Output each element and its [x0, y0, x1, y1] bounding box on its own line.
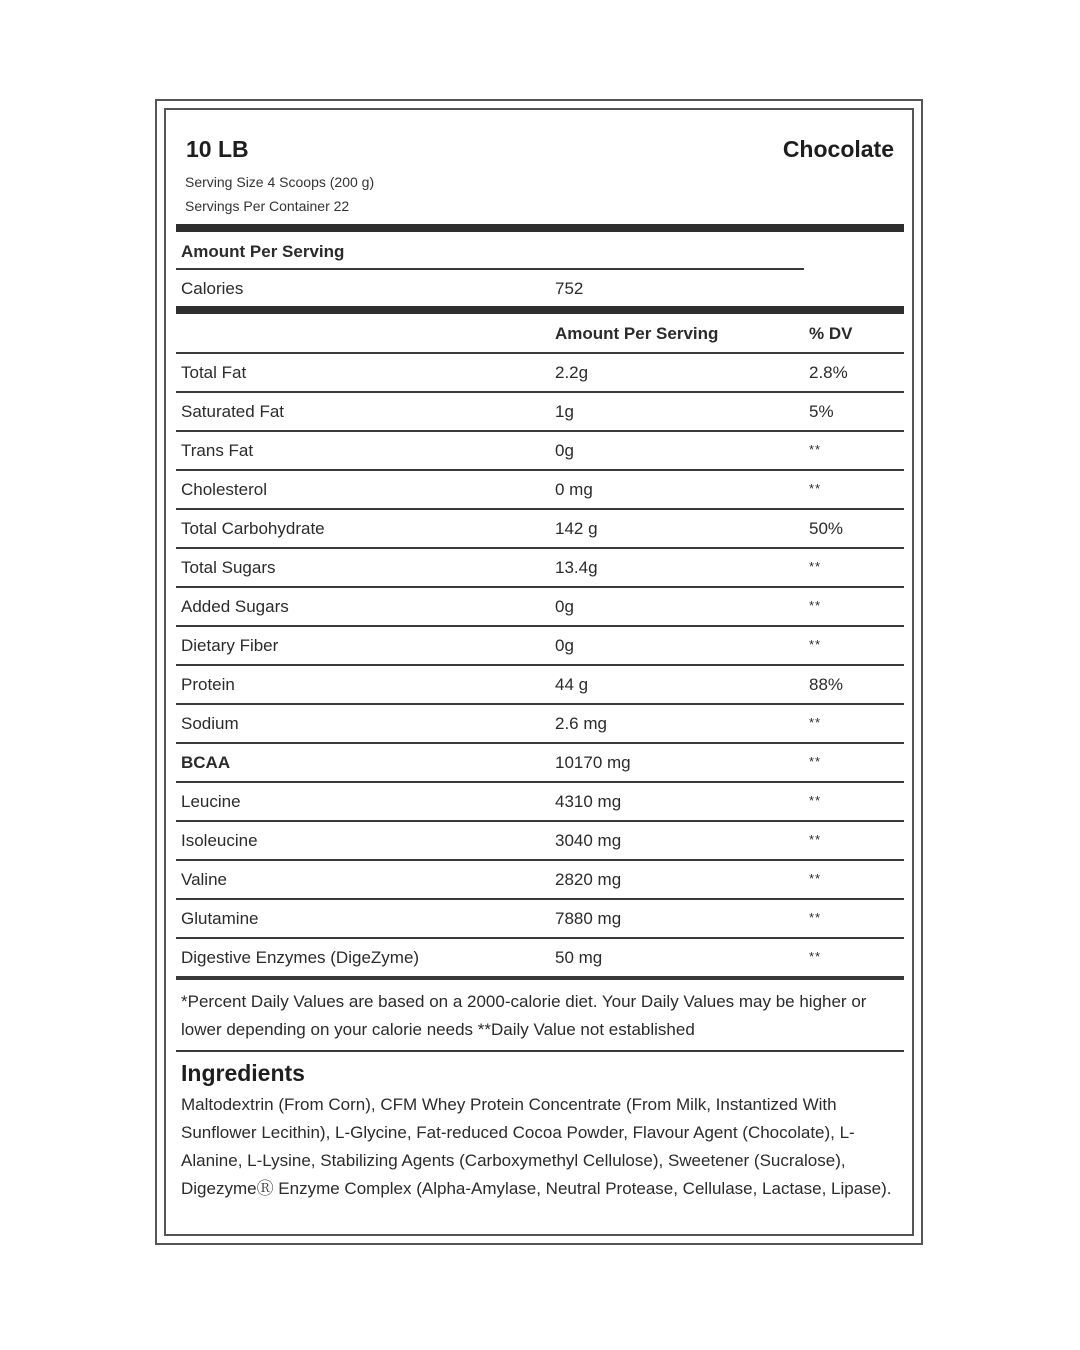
nutrient-dv: **: [809, 559, 822, 574]
nutrient-name: Total Fat: [181, 363, 247, 382]
nutrient-name: BCAA: [181, 753, 231, 772]
nutrient-row: [176, 861, 904, 900]
column-headings: [176, 314, 904, 354]
nutrient-name: Total Sugars: [181, 558, 276, 577]
ingredients-title: Ingredients: [181, 1060, 305, 1086]
nutrient-amount: 0 mg: [555, 480, 593, 499]
nutrient-amount: 1g: [555, 402, 574, 421]
nutrient-row: [176, 783, 904, 822]
nutrient-dv: 88%: [809, 675, 844, 694]
nutrient-row: [176, 939, 904, 980]
label-header: [176, 110, 904, 170]
nutrient-amount: 2.2g: [555, 363, 589, 382]
serving-size: Serving Size 4 Scoops (200 g): [185, 174, 375, 190]
product-size: 10 LB: [186, 136, 249, 162]
amount-per-serving-heading: Amount Per Serving: [181, 242, 345, 261]
nutrient-row: [176, 588, 904, 627]
nutrient-dv: **: [809, 637, 822, 652]
nutrient-dv: 50%: [809, 519, 844, 538]
nutrient-dv: **: [809, 442, 822, 457]
ingredients-text: Maltodextrin (From Corn), CFM Whey Protein Concentrate (From Milk, Instantized With Sunflower Lecithin), L-Glycine, Fat-reduced Cocoa Powder, Flavour Agent (Chocolate), L-Alanine, L-Lysine, Stabilizing Agents (Carboxymethyl Cellulose), Sweetener (Sucralose), DigezymeⓇ Enzyme Complex (Alpha-Amylase, Neutral Protease, Cellulase, Lactase, Lipase).: [181, 1095, 892, 1198]
nutrient-name: Dietary Fiber: [181, 636, 279, 655]
nutrient-name: Leucine: [181, 792, 241, 811]
nutrient-dv: **: [809, 793, 822, 808]
nutrient-amount: 2820 mg: [555, 870, 622, 889]
nutrient-amount: 0g: [555, 636, 574, 655]
nutrient-row: [176, 705, 904, 744]
calories-row: [176, 270, 904, 306]
nutrient-name: Isoleucine: [181, 831, 258, 850]
nutrient-amount: 10170 mg: [555, 753, 631, 772]
nutrient-name: Cholesterol: [181, 480, 267, 499]
nutrient-dv: **: [809, 871, 822, 886]
nutrient-name: Added Sugars: [181, 597, 289, 616]
servings-per-container: Servings Per Container 22: [185, 198, 350, 214]
nutrient-amount: 2.6 mg: [555, 714, 607, 733]
nutrient-dv: 2.8%: [809, 363, 848, 382]
divider-thick: [176, 306, 904, 314]
nutrient-dv: **: [809, 598, 822, 613]
nutrient-amount: 3040 mg: [555, 831, 622, 850]
nutrient-name: Total Carbohydrate: [181, 519, 325, 538]
calories-value: 752: [555, 279, 584, 298]
nutrient-name: Sodium: [181, 714, 239, 733]
nutrient-amount: 13.4g: [555, 558, 598, 577]
nutrient-row: [176, 393, 904, 432]
nutrient-row: [176, 354, 904, 393]
nutrient-name: Digestive Enzymes (DigeZyme): [181, 948, 420, 967]
nutrient-amount: 50 mg: [555, 948, 603, 967]
divider-thick: [176, 224, 904, 232]
dv-column-heading: % DV: [809, 324, 853, 343]
amount-column-heading: Amount Per Serving: [555, 324, 719, 343]
nutrient-dv: **: [809, 754, 822, 769]
nutrient-dv: 5%: [809, 402, 834, 421]
nutrient-amount: 44 g: [555, 675, 589, 694]
nutrient-dv: **: [809, 481, 822, 496]
nutrient-amount: 7880 mg: [555, 909, 622, 928]
product-flavor: Chocolate: [782, 136, 894, 162]
nutrient-amount: 0g: [555, 441, 574, 460]
nutrient-dv: **: [809, 910, 822, 925]
nutrient-name: Glutamine: [181, 909, 259, 928]
nutrient-row: [176, 510, 904, 549]
nutrient-row: [176, 549, 904, 588]
nutrient-name: Protein: [181, 675, 235, 694]
nutrient-name: Valine: [181, 870, 227, 889]
footnote: *Percent Daily Values are based on a 2000-calorie diet. Your Daily Values may be higher or lower depending on your calorie needs **Daily Value not established: [176, 980, 904, 1052]
nutrient-dv: **: [809, 832, 822, 847]
nutrient-dv: **: [809, 715, 822, 730]
nutrient-dv: **: [809, 949, 822, 964]
nutrient-row: [176, 822, 904, 861]
nutrient-table: [176, 354, 904, 980]
nutrient-amount: 0g: [555, 597, 574, 616]
nutrient-amount: 142 g: [555, 519, 598, 538]
nutrition-label: [176, 110, 904, 1203]
nutrient-row: [176, 627, 904, 666]
amount-per-serving-heading-row: [176, 232, 804, 270]
nutrient-name: Saturated Fat: [181, 402, 285, 421]
nutrient-row: [176, 900, 904, 939]
nutrient-row: [176, 666, 904, 705]
nutrient-name: Trans Fat: [181, 441, 254, 460]
nutrient-row: [176, 471, 904, 510]
nutrient-amount: 4310 mg: [555, 792, 622, 811]
nutrient-row: [176, 432, 904, 471]
calories-label: Calories: [181, 279, 244, 298]
nutrient-row: [176, 744, 904, 783]
